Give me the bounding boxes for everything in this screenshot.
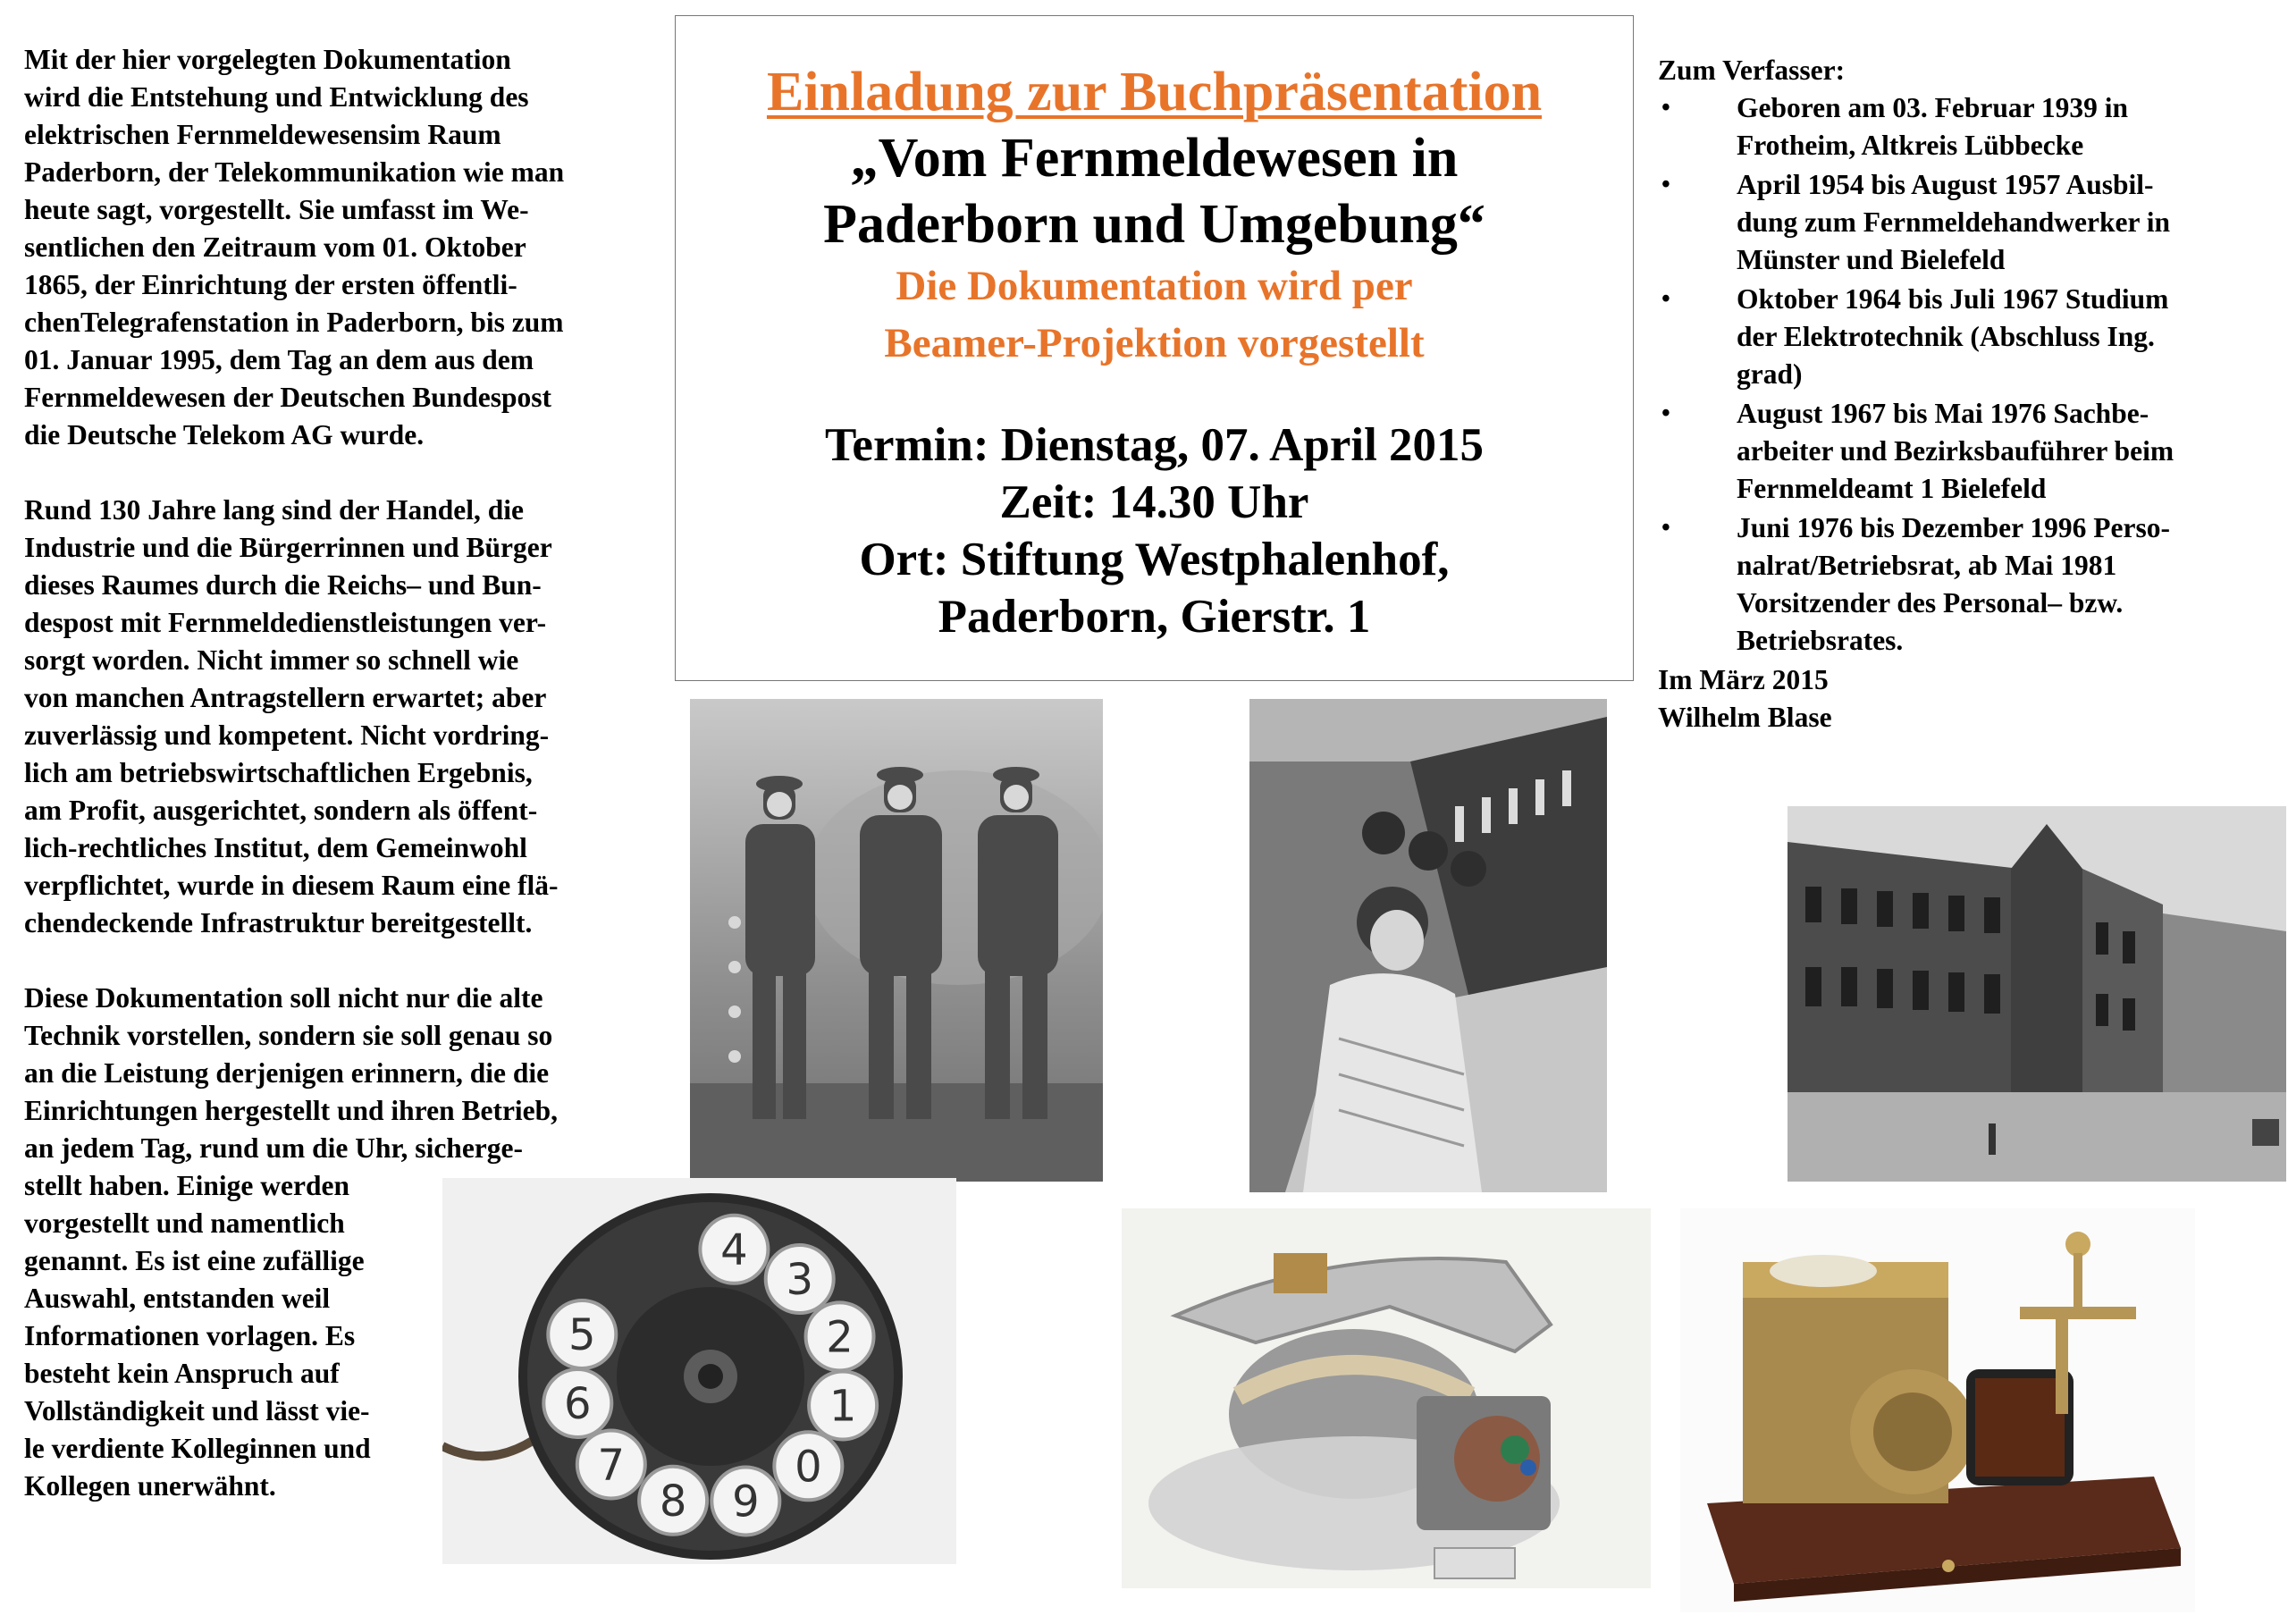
switchboard-operators-photo [1249,699,1607,1192]
dial-number: 0 [795,1442,822,1493]
event-address: Paderborn, Gierstr. 1 [938,591,1371,643]
author-column [1658,52,2275,736]
post-office-building-photo [1788,806,2286,1182]
purpose-paragraph: Diese Dokumentation soll nicht nur die alte Technik vorstellen, sondern sie soll genau so an die Leistung derjenigen erinnern, die die Einrichtungen hergestellt und ihren Betrieb, an jedem Tag, rund um die Uhr, sicherge- stellt haben. Einige werden vorgestellt und namentlich genannt. Es ist eine zufällige Auswahl, entstanden weil Informationen vorlagen. Es besteht kein Anspruch auf Vollständigkeit und lässt vie- le verdiente Kolleginnen und Kollegen unerwähnt. [24,982,559,1502]
presentation-note: Die Dokumentation wird per Beamer-Projektion vorgestellt [884,263,1425,366]
author-bio-list [1658,89,2275,660]
dial-number: 2 [826,1312,854,1363]
invitation-box [675,15,1634,681]
invitation-heading: Einladung zur Buchpräsentation [766,62,1543,122]
event-date: Termin: Dienstag, 07. April 2015 [824,419,1485,471]
morse-telegraph-photo [1680,1208,2195,1612]
dial-number: 1 [829,1381,857,1432]
author-signature [1658,661,2275,736]
event-details [676,417,1633,645]
bio-item: • Geboren am 03. Februar 1939 in Frotheim, Altkreis Lübbecke [1658,89,2275,164]
dial-number: 3 [786,1255,813,1306]
author-heading: Zum Verfasser: [1658,55,1846,86]
relay-mechanism-photo [1122,1208,1651,1588]
dial-number: 8 [659,1476,687,1527]
event-time: Zeit: 14.30 Uhr [999,476,1309,528]
intro-paragraph: Mit der hier vorgelegten Dokumentation wird die Entstehung und Entwicklung des elektrischen Fernmeldewesensim Raum Paderborn, der Telekommunikation wie man heute sagt, vorgestellt. Sie umfasst im We- sentlichen den Zeitraum vom 01. Oktober 1865, der Einrichtung der ersten öffentli- chenTelegrafenstation in Paderborn, bis zum 01. Januar 1995, dem Tag an dem aus dem Fernmeldewesen der Deutschen Bundespost die Deutsche Telekom AG wurde. [24,44,565,450]
dial-number: 9 [732,1477,760,1527]
bio-item: • Oktober 1964 bis Juli 1967 Studium der Elektrotechnik (Abschluss Ing. grad) [1658,281,2275,393]
history-paragraph: Rund 130 Jahre lang sind der Handel, die Industrie und die Bürgerrinnen und Bürger dieses Raumes durch die Reichs– und Bun- despost mit Fernmeldedienstleistungen ver- sorgt worden. Nicht immer so schnell wie von manchen Antragstellern erwartet; aber zuverlässig und kompetent. Nicht vordring- lich am betriebswirtschaftlichen Ergebnis, am Profit, ausgerichtet, sondern als öffent- lich-rechtliches Institut, dem Gemeinwohl verpflichtet, wurde in diesem Raum eine flä- chendeckende Infrastruktur bereitgestellt. [24,494,559,938]
dial-number: 7 [597,1440,626,1491]
signature-date: Im März 2015 [1658,664,1829,695]
dial-number: 5 [568,1309,596,1360]
author-name: Wilhelm Blase [1658,702,1832,733]
bio-item: • Juni 1976 bis Dezember 1996 Perso- nalrat/Betriebsrat, ab Mai 1981 Vorsitzender des Personal– bzw. Betriebsrates. [1658,509,2275,660]
soldiers-photo [690,699,1103,1182]
bio-item: • August 1967 bis Mai 1976 Sachbe- arbeiter und Bezirksbauführer beim Fernmeldeamt 1 Bielefeld [1658,395,2275,508]
book-title: „Vom Fernmeldewesen in Paderborn und Umgebung“ [823,128,1485,255]
event-location: Ort: Stiftung Westphalenhof, [859,534,1450,585]
dial-number: 4 [720,1224,748,1275]
rotary-dial-photo [442,1178,956,1564]
bio-item: • April 1954 bis August 1957 Ausbil- dung zum Fernmeldehandwerker in Münster und Bielefeld [1658,166,2275,279]
dial-number: 6 [564,1379,592,1430]
